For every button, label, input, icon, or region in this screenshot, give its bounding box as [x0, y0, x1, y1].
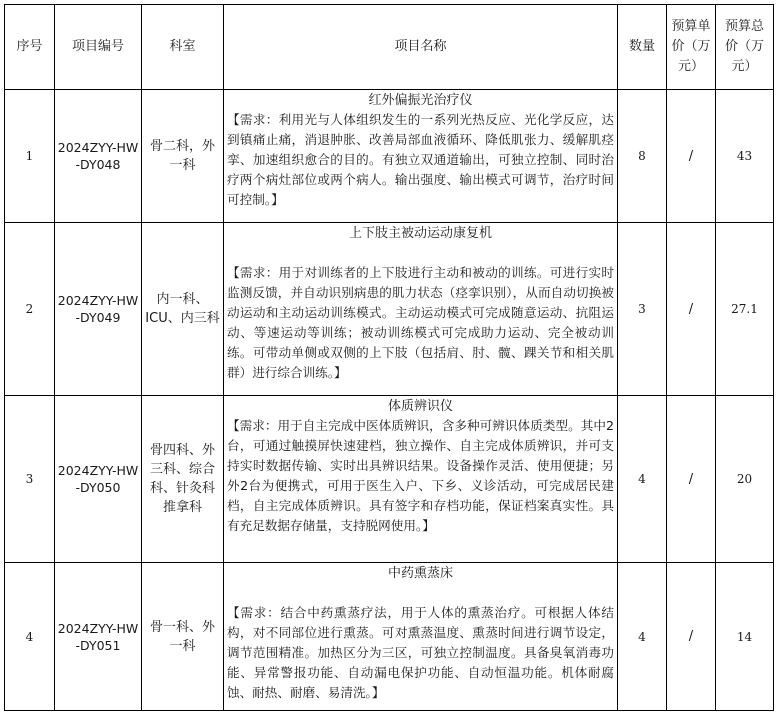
project-name: 体质辨识仪 — [387, 399, 453, 414]
project-cell — [224, 563, 618, 711]
total-budget: 20 — [716, 396, 774, 563]
total-budget: 27.1 — [716, 223, 774, 396]
header-dept: 科室 — [142, 5, 224, 90]
project-description: 【需求：利用光与人体组织发生的一系列光热反应、光化学反应，达到镇痛止痛，消退肿胀、改善局部血液循环、降低肌张力、缓解肌痉挛、加速组织愈合的目的。有独立双通道输出，可独立控制、同时治疗两个病灶部位或两个病人。输出强度、输出模式可调节，治疗时间可控制。】 — [227, 112, 614, 207]
header-name: 项目名称 — [224, 5, 618, 90]
row-index: 1 — [5, 90, 55, 223]
unit-price: / — [667, 223, 716, 396]
table-row — [5, 90, 774, 223]
row-index: 3 — [5, 396, 55, 563]
total-budget: 14 — [716, 563, 774, 711]
department: 内一科、ICU、内三科 — [142, 223, 224, 396]
header-total: 预算总价（万元） — [716, 5, 774, 90]
total-budget: 43 — [716, 90, 774, 223]
header-code: 项目编号 — [55, 5, 142, 90]
header-unit-price: 预算单价（万元） — [667, 5, 716, 90]
project-cell — [224, 396, 618, 563]
unit-price: / — [667, 563, 716, 711]
header-qty: 数量 — [618, 5, 667, 90]
project-cell — [224, 223, 618, 396]
project-cell — [224, 90, 618, 223]
department: 骨一科、外一科 — [142, 563, 224, 711]
department: 骨四科、外三科、综合科、针灸科推拿科 — [142, 396, 224, 563]
row-index: 2 — [5, 223, 55, 396]
project-description: 【需求：用于对训练者的上下肢进行主动和被动的训练。可进行实时监测反馈，并自动识别病患的肌力状态（痉挛识别），从而自动切换被动运动和主动运动训练模式。主动运动模式可完成随意运动、抗阻运动、等速运动等训练；被动训练模式可完成助力运动、完全被动训练。可带动单侧或双侧的上下肢（包括肩、肘、髋、踝关节和相关肌群）进行综合训练。】 — [227, 265, 614, 380]
quantity: 4 — [618, 563, 667, 711]
procurement-table — [4, 4, 774, 711]
row-index: 4 — [5, 563, 55, 711]
quantity: 4 — [618, 396, 667, 563]
project-name: 上下肢主被动运动康复机 — [348, 226, 492, 241]
header-row — [5, 5, 774, 90]
quantity: 3 — [618, 223, 667, 396]
table-row — [5, 396, 774, 563]
project-code: 2024ZYY-HW-DY050 — [55, 396, 142, 563]
table-row — [5, 223, 774, 396]
quantity: 8 — [618, 90, 667, 223]
project-name: 红外偏振光治疗仪 — [368, 93, 473, 108]
header-index: 序号 — [5, 5, 55, 90]
project-name: 中药熏蒸床 — [387, 566, 453, 581]
project-code: 2024ZYY-HW-DY051 — [55, 563, 142, 711]
project-code: 2024ZYY-HW-DY049 — [55, 223, 142, 396]
table-row — [5, 563, 774, 711]
unit-price: / — [667, 396, 716, 563]
unit-price: / — [667, 90, 716, 223]
department: 骨二科，外一科 — [142, 90, 224, 223]
project-description: 【需求：用于自主完成中医体质辨识，含多种可辨识体质类型。其中2台，可通过触摸屏快速建档，独立操作、自主完成体质辨识，并可支持实时数据传输、实时出具辨识结果。设备操作灵活、使用便捷；另外2台为便携式，可用于医生入户、下乡、义诊活动，可完成居民建档，自主完成体质辨识。具有签字和存档功能，保证档案真实性。具有充足数据存储量，支持脱网使用。】 — [227, 418, 614, 533]
project-code: 2024ZYY-HW-DY048 — [55, 90, 142, 223]
project-description: 【需求：结合中药熏蒸疗法，用于人体的熏蒸治疗。可根据人体结构，对不同部位进行熏蒸。可对熏蒸温度、熏蒸时间进行调节设定，调节范围精准。加热区分为三区，可独立控制温度。具备臭氧消毒功能、异常警报功能、自动漏电保护功能、自动恒温功能。机体耐腐蚀、耐热、耐磨、易清洗。】 — [227, 605, 614, 700]
